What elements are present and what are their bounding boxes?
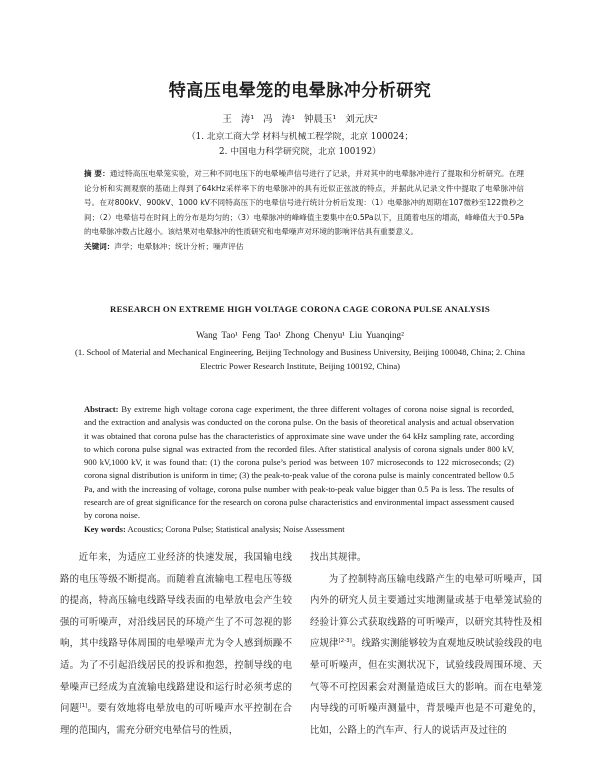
- body-right-column: [310, 547, 542, 741]
- chinese-authors: 王 涛¹ 冯 涛¹ 钟晨玉¹ 刘元庆²: [222, 114, 378, 125]
- chinese-affiliation-line-2: 2. 中国电力科学研究院，北京 100192）: [219, 147, 381, 157]
- english-keywords: Acoustics; Corona Pulse; Statistical analysis; Noise Assessment: [127, 523, 345, 534]
- citation: [1]: [79, 703, 88, 710]
- body-text: 近年来，为适应工业经济的快速发展，我国输电线路的电压等级不断提高。而随着直流输电工程电压等级的提高，特高压输电线路导线表面的电晕放电会产生较强的可听噪声，对沿线居民的环境产生了不可忽视的影响，其中线路导体周围的电晕噪声尤为令人感到烦躁不适。为了不引起沿线居民的投诉和抱怨，控制导线的电晕噪声已经成为直流输电线路建设和运行时必须考虑的问题: [60, 552, 292, 715]
- english-abstract-text: By extreme high voltage corona cage experiment, the three different voltages of corona noise signal is recorded, and the extraction and analysis was conducted on the corona pulse. On the basis of theoretical analysis and actual observation it was obtained that corona pulse has the characteristics of approximate sine wave under the 64 kHz sampling rate, according to which corona pulse signal was extracted from the recorded files. After statistical analysis of corona signals under 800 kV, 900 kV,1000 kV, it was found that: (1) the corona pulse’s period was between 107 microseconds to 122 microseconds; (2) corona signal distribution is uniform in time; (3) the peak-to-peak value of the corona pulse is mainly concentrated bellow 0.5 Pa, and with the increasing of voltage, corona pulse number with peak-to-peak value bigger than 0.5 Pa is less. The results of research are of great significance for the research on corona pulse characteristics and environmental impact assessment caused by corona noise.: [84, 404, 514, 521]
- body-left-column: [60, 547, 292, 741]
- english-abstract-label: Abstract:: [84, 404, 119, 414]
- english-keywords-label: Key words:: [84, 523, 126, 534]
- chinese-abstract: [84, 167, 524, 255]
- chinese-keywords: 声学；电晕脉冲；统计分析；噪声评估: [114, 241, 244, 251]
- chinese-title: 特高压电晕笼的电晕脉冲分析研究: [168, 81, 432, 101]
- english-title: RESEARCH ON EXTREME HIGH VOLTAGE CORONA CAGE CORONA PULSE ANALYSIS: [110, 304, 490, 314]
- chinese-abstract-text: 通过特高压电晕笼实验，对三种不同电压下的电晕噪声信号进行了记录，并对其中的电晕脉冲进行了提取和分析研究。在理论分析和实测观察的基础上得到了64kHz采样率下的电晕脉冲的具有近似正弦波的特点，并据此从记录文件中提取了电晕脉冲信号。在对800kV、900kV、1000 kV不同特高压下的电晕信号进行统计分析后发现：（1）电晕脉冲的周期在107微秒至122微秒之间；（2）电晕信号在时间上的分布是均匀的；（3）电晕脉冲的峰峰值主要集中在0.5Pa以下，且随着电压的增高，峰峰值大于0.5Pa的电晕脉冲数占比越小。该结果对电晕脉冲的性质研究和电晕噪声对环境的影响评估具有重要意义。: [84, 169, 524, 237]
- body-paragraph: [310, 547, 542, 569]
- chinese-keywords-label: 关键词：: [84, 241, 115, 251]
- body-paragraph: [60, 547, 292, 741]
- citation: [2-3]: [338, 638, 352, 645]
- body-text: 。要有效地将电晕放电的可听噪声水平控制在合理的范围内，需充分研究电晕信号的性质，: [60, 703, 292, 736]
- chinese-affiliation-line-1: （1. 北京工商大学 材料与机械工程学院，北京 100024；: [186, 132, 414, 142]
- body-text: 找出其规律。: [310, 552, 367, 563]
- body-text: 。线路实测能够较为直观地反映试验线段的电晕可听噪声，但在实测状况下，试验线段周围环境、天气等不可控因素会对测量造成巨大的影响。而在电晕笼内导线的可听噪声测量中，背景噪声也是不可避免的，比如，公路上的汽车声、行人的说话声及过往的: [310, 638, 542, 736]
- body-paragraph: [310, 569, 542, 742]
- english-affiliation: (1. School of Material and Mechanical Engineering, Beijing Technology and Business University, Beijing 100048, China; 2. China Electric Power Research Institute, Beijing 100192, China): [74, 347, 525, 371]
- english-authors: Wang Tao¹ Feng Tao¹ Zhong Chenyu¹ Liu Yuanqing²: [196, 330, 404, 340]
- body-text: 为了控制特高压输电线路产生的电晕可听噪声，国内外的研究人员主要通过实地测量或基于电晕笼试验的经验计算公式获取线路的可听噪声，以研究其特性及相应规律: [310, 573, 542, 650]
- english-abstract: [84, 403, 514, 536]
- chinese-abstract-label: 摘 要：: [84, 169, 110, 178]
